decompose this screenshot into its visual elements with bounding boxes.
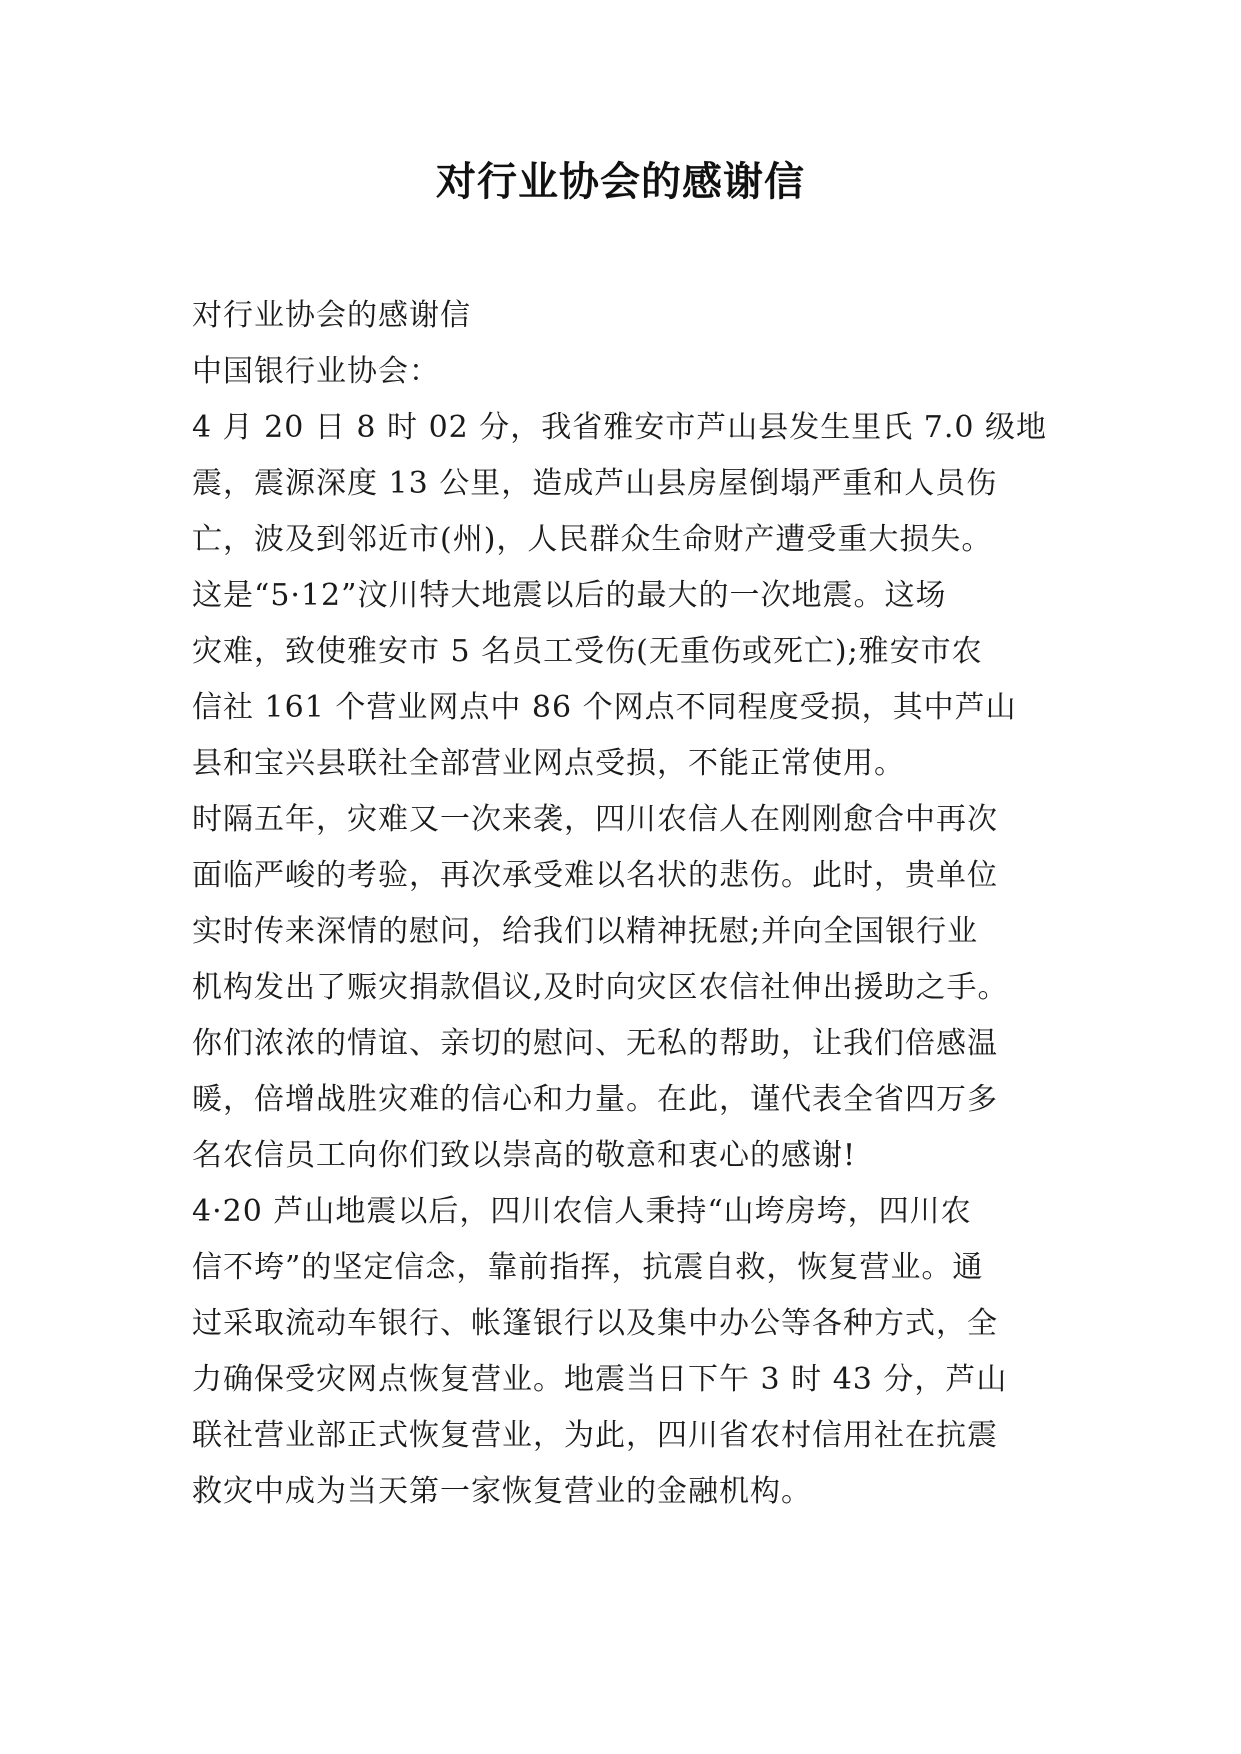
text-line: 4·20 芦山地震以后，四川农信人秉持“山垮房垮，四川农 <box>192 1194 972 1229</box>
text-line: 救灾中成为当天第一家恢复营业的金融机构。 <box>192 1474 812 1509</box>
text-line: 力确保受灾网点恢复营业。地震当日下午 3 时 43 分，芦山 <box>192 1362 1008 1397</box>
text-line: 震，震源深度 13 公里，造成芦山县房屋倒塌严重和人员伤 <box>192 466 998 501</box>
text-line: 这是“5·12”汶川特大地震以后的最大的一次地震。这场 <box>192 578 947 613</box>
text-line: 县和宝兴县联社全部营业网点受损，不能正常使用。 <box>192 746 905 781</box>
document-body <box>192 288 1052 1520</box>
text-line: 信社 161 个营业网点中 86 个网点不同程度受损，其中芦山 <box>192 690 1017 725</box>
text-line: 你们浓浓的情谊、亲切的慰问、无私的帮助，让我们倍感温 <box>192 1026 998 1061</box>
text-line: 时隔五年，灾难又一次来袭，四川农信人在刚刚愈合中再次 <box>192 802 998 837</box>
text-line: 联社营业部正式恢复营业，为此，四川省农村信用社在抗震 <box>192 1418 998 1453</box>
text-line: 中国银行业协会： <box>192 354 440 389</box>
text-line: 暖，倍增战胜灾难的信心和力量。在此，谨代表全省四万多 <box>192 1082 998 1117</box>
text-line: 名农信员工向你们致以崇高的敬意和衷心的感谢! <box>192 1138 857 1173</box>
text-line: 灾难，致使雅安市 5 名员工受伤(无重伤或死亡);雅安市农 <box>192 634 983 669</box>
text-line: 实时传来深情的慰问，给我们以精神抚慰;并向全国银行业 <box>192 914 979 949</box>
text-line: 亡，波及到邻近市(州)，人民群众生命财产遭受重大损失。 <box>192 522 993 557</box>
text-line: 面临严峻的考验，再次承受难以名状的悲伤。此时，贵单位 <box>192 858 998 893</box>
document-title: 对行业协会的感谢信 <box>436 159 805 205</box>
text-line: 机构发出了赈灾捐款倡议,及时向灾区农信社伸出援助之手。 <box>192 970 1009 1005</box>
text-line: 对行业协会的感谢信 <box>192 298 471 333</box>
text-line: 4 月 20 日 8 时 02 分，我省雅安市芦山县发生里氏 7.0 级地 <box>192 410 1048 445</box>
text-line: 过采取流动车银行、帐篷银行以及集中办公等各种方式，全 <box>192 1306 998 1341</box>
text-line: 信不垮”的坚定信念，靠前指挥，抗震自救，恢复营业。通 <box>192 1250 984 1285</box>
